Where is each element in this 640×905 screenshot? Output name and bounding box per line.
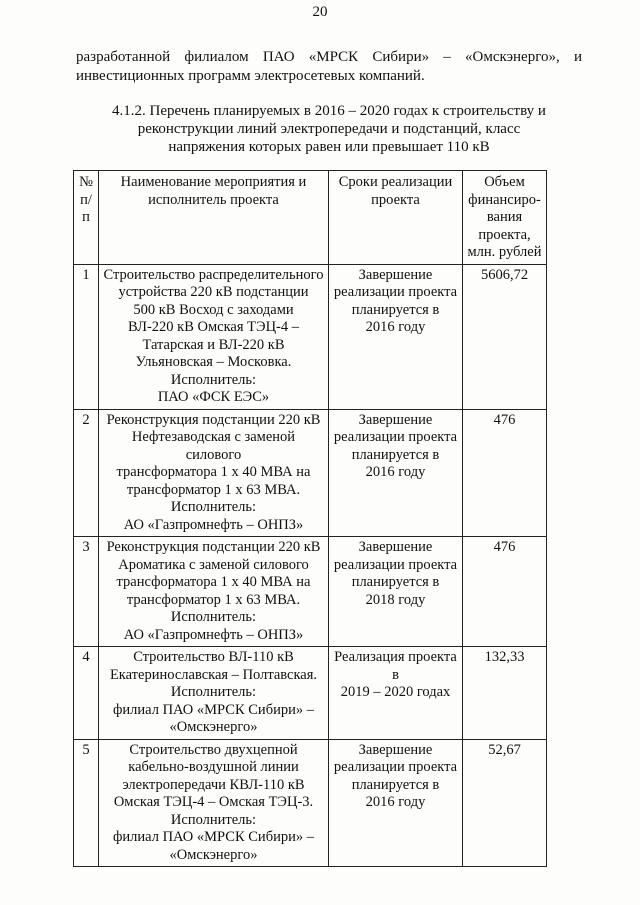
cell-line: Исполнитель: <box>170 684 257 700</box>
cell-name <box>99 537 329 647</box>
header-line: Сроки реализации <box>338 174 453 190</box>
cell-line: планируется в <box>351 776 440 793</box>
cell-line: Строительство распределительного <box>103 266 324 283</box>
cell-line: 2018 году <box>365 591 426 608</box>
cell-term <box>329 739 463 867</box>
header-line: п/п <box>80 191 92 225</box>
cell-line: Реализация проекта <box>334 649 457 665</box>
table-row <box>74 264 547 409</box>
cell-line: реализации проекта <box>333 284 458 300</box>
cell-term <box>329 647 463 740</box>
cell-amount: 52,67 <box>463 739 547 867</box>
table-row <box>74 537 547 647</box>
header-amount <box>463 171 547 265</box>
section-heading-line: напряжения которых равен или превышает 110 кВ <box>168 139 490 155</box>
cell-amount: 476 <box>463 537 547 647</box>
cell-line: трансформатор 1 х 63 МВА. <box>126 591 301 608</box>
intro-paragraph <box>76 48 582 86</box>
header-line: Объем <box>484 174 525 190</box>
cell-line: АО «Газпромнефть – ОНПЗ» <box>123 626 304 643</box>
cell-line: 500 кВ Восход с заходами <box>133 301 294 318</box>
cell-line: трансформатор 1 х 63 МВА. <box>126 481 301 498</box>
cell-line: Завершение <box>358 266 433 283</box>
intro-line: разработанной филиалом ПАО «МРСК Сибири» – «Омскэнерго», и <box>76 49 582 65</box>
cell-line: кабельно-воздушной линии <box>128 759 299 775</box>
cell-line: ВЛ-220 кВ Омская ТЭЦ-4 – <box>128 319 299 335</box>
header-line: № <box>79 174 93 190</box>
cell-name <box>99 409 329 537</box>
cell-line: Исполнитель: <box>170 609 257 625</box>
cell-line: Завершение <box>358 741 433 758</box>
cell-line: реализации проекта <box>333 556 458 573</box>
cell-line: Исполнитель: <box>170 371 257 388</box>
table-row <box>74 739 547 867</box>
cell-line: Исполнитель: <box>170 811 257 828</box>
section-heading-line: 4.1.2. Перечень планируемых в 2016 – 2020 годах к строительству и <box>112 103 546 119</box>
section-heading <box>76 102 582 156</box>
cell-line: филиал ПАО «МРСК Сибири» – <box>113 701 314 718</box>
cell-amount: 476 <box>463 409 547 537</box>
header-term <box>329 171 463 265</box>
cell-line: Строительство двухцепной <box>129 741 298 758</box>
cell-line: Омская ТЭЦ-4 – Омская ТЭЦ-3. <box>113 794 314 810</box>
cell-line: Ароматика с заменой силового <box>118 556 309 573</box>
cell-line: Ульяновская – Московка. <box>135 354 292 370</box>
page-number: 20 <box>312 4 328 20</box>
cell-line: в <box>392 666 399 683</box>
cell-name <box>99 739 329 867</box>
table-header-row <box>74 171 547 265</box>
cell-line: планируется в <box>351 446 440 463</box>
cell-line: Татарская и ВЛ-220 кВ <box>142 336 285 353</box>
cell-term <box>329 409 463 537</box>
table-row <box>74 409 547 537</box>
cell-line: трансформатора 1 х 40 МВА на <box>116 574 311 590</box>
cell-line: планируется в <box>351 574 440 590</box>
header-line: Наименование мероприятия и <box>120 174 307 190</box>
header-line: финансиро- <box>468 191 541 208</box>
cell-line: Реконструкция подстанции 220 кВ <box>106 411 321 428</box>
cell-line: Реконструкция подстанции 220 кВ <box>106 539 321 555</box>
header-name <box>99 171 329 265</box>
cell-num: 5 <box>74 739 99 867</box>
cell-line: планируется в <box>351 301 440 318</box>
cell-name <box>99 264 329 409</box>
cell-amount: 5606,72 <box>463 264 547 409</box>
cell-line: «Омскэнерго» <box>169 719 258 735</box>
table-row <box>74 647 547 740</box>
cell-line: Исполнитель: <box>170 499 257 515</box>
cell-line: Завершение <box>358 539 433 555</box>
cell-line: АО «Газпромнефть – ОНПЗ» <box>123 516 304 533</box>
cell-num: 2 <box>74 409 99 537</box>
cell-line: ПАО «ФСК ЕЭС» <box>157 389 270 405</box>
header-num <box>74 171 99 265</box>
cell-line: 2019 – 2020 годах <box>340 684 451 700</box>
cell-line: Екатеринославская – Полтавская. <box>109 666 318 683</box>
cell-line: Строительство ВЛ-110 кВ <box>133 649 294 665</box>
cell-line: реализации проекта <box>333 429 458 445</box>
header-line: проекта <box>371 191 420 208</box>
cell-line: реализации проекта <box>333 759 458 775</box>
cell-term <box>329 537 463 647</box>
header-line: вания проекта, <box>478 209 531 243</box>
cell-line: филиал ПАО «МРСК Сибири» – <box>113 829 314 845</box>
cell-line: 2016 году <box>365 464 426 480</box>
header-line: исполнитель проекта <box>148 191 279 208</box>
cell-line: 2016 году <box>365 319 426 335</box>
cell-line: устройства 220 кВ подстанции <box>118 284 309 300</box>
cell-line: 2016 году <box>365 794 426 810</box>
cell-line: электропередачи КВЛ-110 кВ <box>122 776 305 793</box>
cell-num: 4 <box>74 647 99 740</box>
cell-name <box>99 647 329 740</box>
cell-amount: 132,33 <box>463 647 547 740</box>
header-line: млн. рублей <box>467 244 542 260</box>
cell-term <box>329 264 463 409</box>
cell-line: «Омскэнерго» <box>169 846 258 863</box>
cell-num: 1 <box>74 264 99 409</box>
section-heading-line: реконструкции линий электропередачи и подстанций, класс <box>137 121 521 137</box>
projects-table <box>73 170 547 867</box>
cell-num: 3 <box>74 537 99 647</box>
cell-line: трансформатора 1 х 40 МВА на <box>116 464 311 480</box>
cell-line: Завершение <box>358 411 433 428</box>
cell-line: Нефтезаводская с заменой силового <box>131 429 296 463</box>
intro-line: инвестиционных программ электросетевых компаний. <box>76 68 425 84</box>
